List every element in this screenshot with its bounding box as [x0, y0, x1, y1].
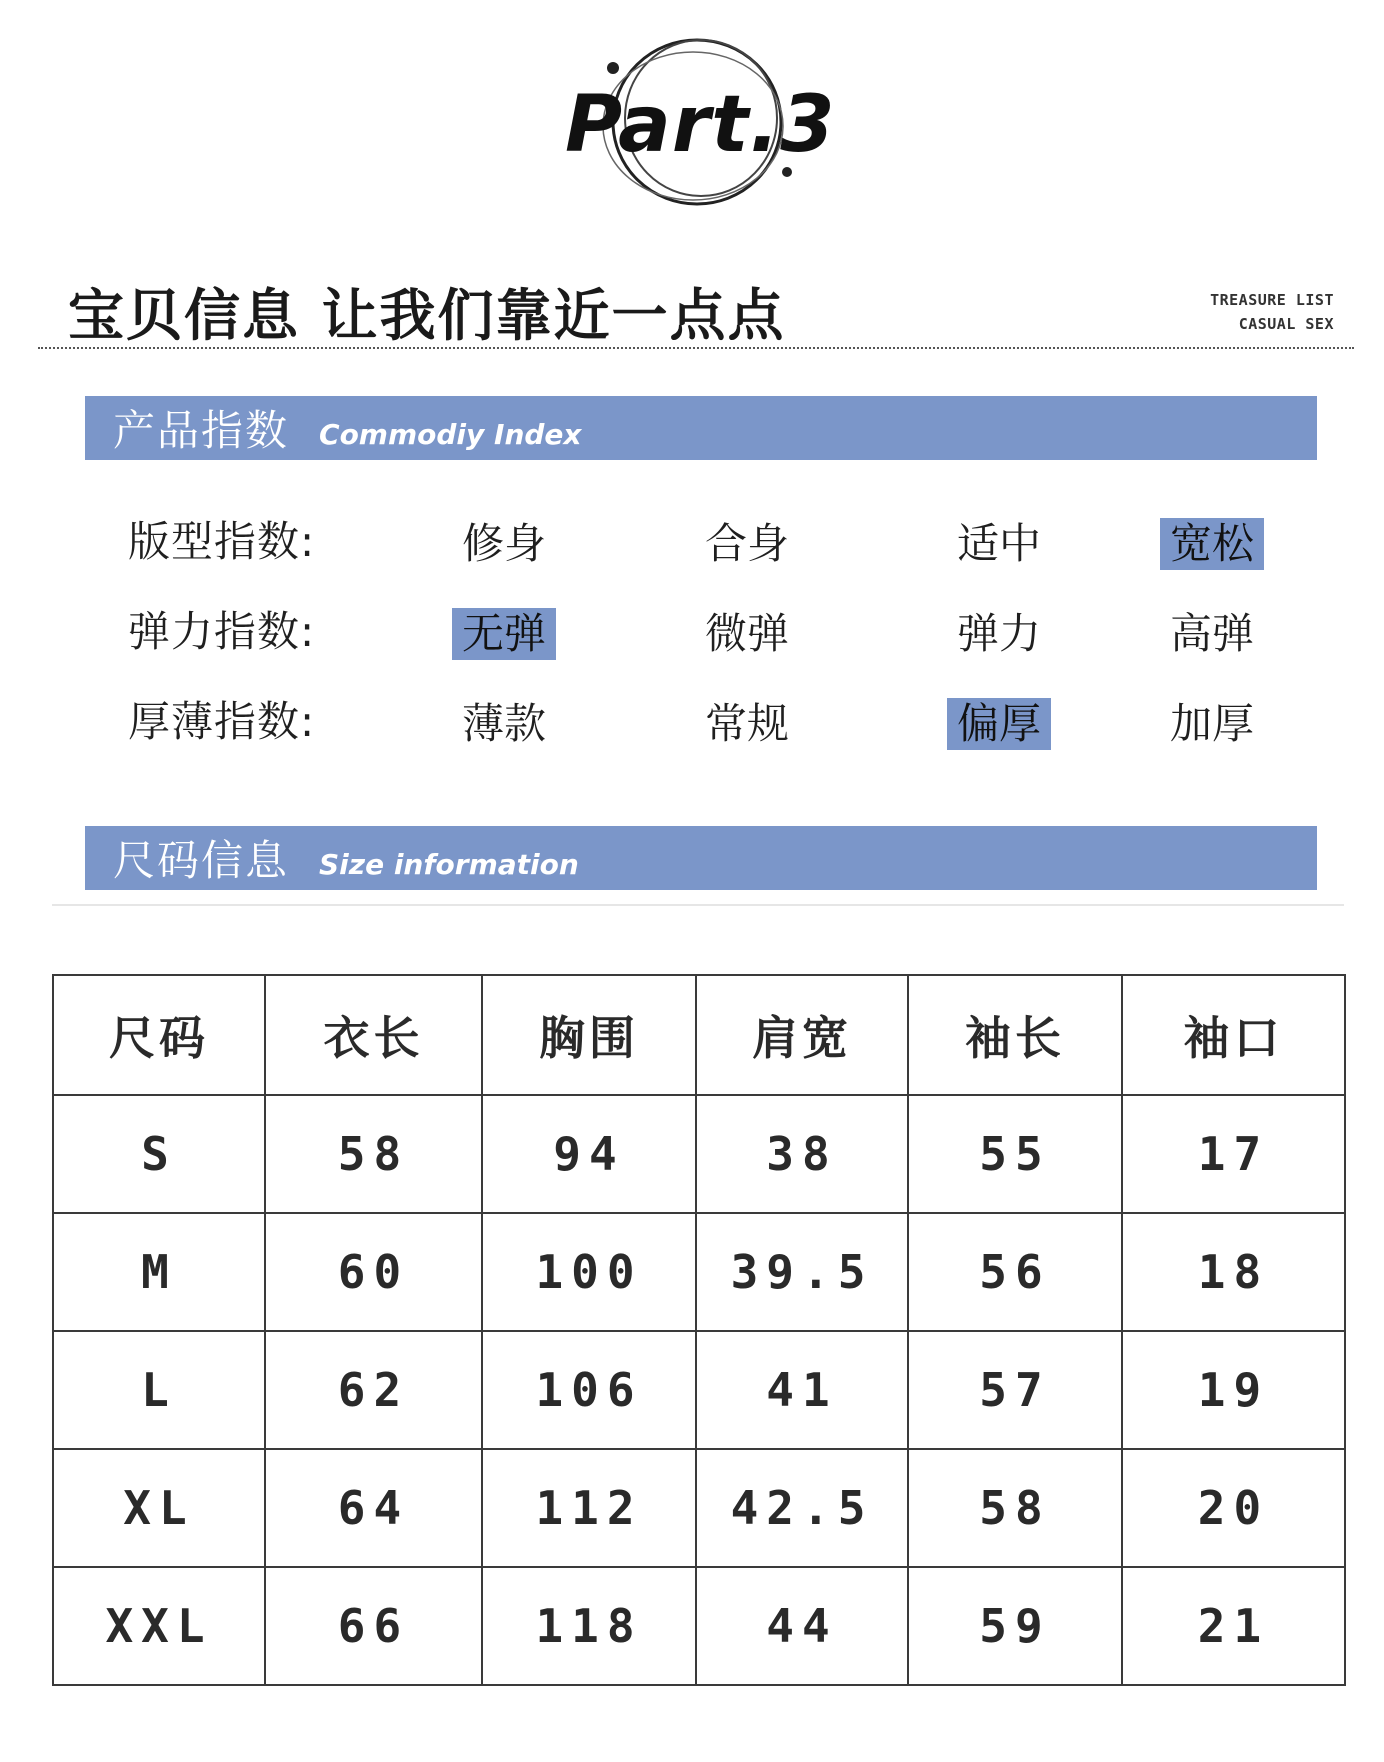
header-length: 衣长	[265, 975, 482, 1095]
header-shoulder: 肩宽	[696, 975, 908, 1095]
stretch-index-label: 弹力指数:	[128, 607, 316, 656]
cell-length: 58	[265, 1095, 482, 1213]
fit-index-label: 版型指数:	[128, 517, 316, 566]
size-info-header	[85, 826, 1317, 890]
stretch-index-row	[0, 602, 1384, 662]
cell-size: S	[53, 1095, 265, 1213]
fit-option-regular: 合身	[704, 519, 789, 568]
size-table	[52, 974, 1346, 1686]
tagline-line-2: CASUAL SEX	[1238, 315, 1334, 333]
cell-sleeve-length: 58	[908, 1449, 1122, 1567]
part-logo	[565, 20, 836, 220]
dotted-divider	[38, 347, 1354, 349]
table-row	[53, 1567, 1345, 1685]
header-cuff: 袖口	[1122, 975, 1345, 1095]
fit-option-moderate: 适中	[956, 519, 1041, 568]
cell-shoulder: 44	[696, 1567, 908, 1685]
thickness-option-thickish: 偏厚	[947, 698, 1051, 750]
table-header-row	[53, 975, 1345, 1095]
cell-size: M	[53, 1213, 265, 1331]
header-size: 尺码	[53, 975, 265, 1095]
thickness-option-thick: 加厚	[1169, 699, 1254, 748]
cell-length: 64	[265, 1449, 482, 1567]
fit-option-slim: 修身	[461, 519, 546, 568]
cell-shoulder: 41	[696, 1331, 908, 1449]
fit-index-row	[0, 512, 1384, 572]
cell-length: 66	[265, 1567, 482, 1685]
cell-cuff: 20	[1122, 1449, 1345, 1567]
header-chest: 胸围	[482, 975, 696, 1095]
part-number: Part.3	[565, 80, 836, 170]
thickness-option-thin: 薄款	[461, 699, 546, 748]
table-row	[53, 1449, 1345, 1567]
cell-length: 60	[265, 1213, 482, 1331]
cell-chest: 112	[482, 1449, 696, 1567]
cell-sleeve-length: 57	[908, 1331, 1122, 1449]
stretch-option-elastic: 弹力	[956, 609, 1041, 658]
commodity-index-header	[85, 396, 1317, 460]
table-row	[53, 1331, 1345, 1449]
cell-chest: 118	[482, 1567, 696, 1685]
table-row	[53, 1213, 1345, 1331]
cell-shoulder: 39.5	[696, 1213, 908, 1331]
cell-cuff: 19	[1122, 1331, 1345, 1449]
size-info-title-en: Size information	[319, 847, 579, 881]
size-info-title-cn: 尺码信息	[113, 836, 290, 885]
cell-cuff: 17	[1122, 1095, 1345, 1213]
tagline-line-1: TREASURE LIST	[1210, 291, 1334, 309]
stretch-option-slight: 微弹	[704, 609, 789, 658]
table-row	[53, 1095, 1345, 1213]
commodity-index-title-en: Commodiy Index	[319, 417, 582, 451]
cell-length: 62	[265, 1331, 482, 1449]
brand-tagline	[1210, 288, 1334, 336]
cell-sleeve-length: 55	[908, 1095, 1122, 1213]
fit-option-loose: 宽松	[1160, 518, 1264, 570]
thickness-option-regular: 常规	[704, 699, 789, 748]
cell-sleeve-length: 59	[908, 1567, 1122, 1685]
stretch-option-none: 无弹	[452, 608, 556, 660]
cell-cuff: 18	[1122, 1213, 1345, 1331]
cell-chest: 94	[482, 1095, 696, 1213]
stretch-option-high: 高弹	[1169, 609, 1254, 658]
cell-shoulder: 38	[696, 1095, 908, 1213]
cell-size: XL	[53, 1449, 265, 1567]
cell-sleeve-length: 56	[908, 1213, 1122, 1331]
commodity-index-title-cn: 产品指数	[113, 406, 290, 455]
cell-cuff: 21	[1122, 1567, 1345, 1685]
section-divider	[52, 904, 1344, 906]
cell-chest: 106	[482, 1331, 696, 1449]
thickness-index-label: 厚薄指数:	[128, 697, 316, 746]
header-sleeve-length: 袖长	[908, 975, 1122, 1095]
thickness-index-row	[0, 692, 1384, 752]
cell-chest: 100	[482, 1213, 696, 1331]
cell-size: XXL	[53, 1567, 265, 1685]
cell-size: L	[53, 1331, 265, 1449]
page-title: 宝贝信息 让我们靠近一点点	[68, 284, 786, 349]
cell-shoulder: 42.5	[696, 1449, 908, 1567]
